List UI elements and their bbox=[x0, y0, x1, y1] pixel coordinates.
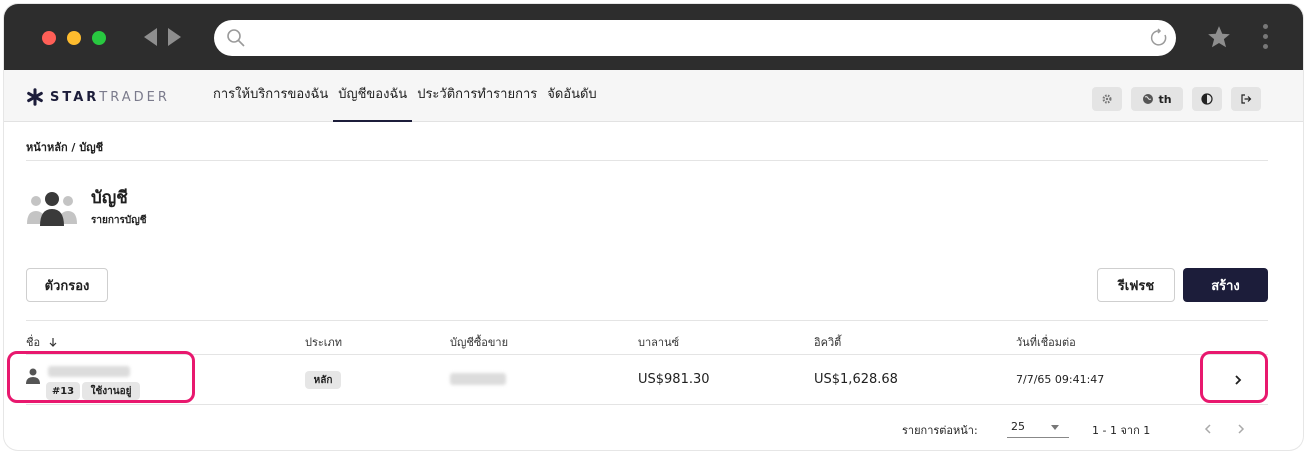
back-arrow-icon[interactable] bbox=[144, 28, 157, 46]
highlight-box-row-arrow bbox=[1200, 351, 1268, 403]
minimize-window-button[interactable] bbox=[67, 31, 81, 45]
startrader-logo[interactable] bbox=[26, 88, 170, 106]
column-header-name[interactable] bbox=[26, 333, 58, 351]
theme-toggle-button[interactable] bbox=[1192, 87, 1222, 111]
globe-icon bbox=[1142, 93, 1154, 105]
balance-value: US$981.30 bbox=[638, 372, 710, 387]
maximize-window-button[interactable] bbox=[92, 31, 106, 45]
status-badge: ใช้งานอยู่ bbox=[82, 382, 140, 400]
gear-icon bbox=[1101, 93, 1113, 105]
filter-button[interactable]: ตัวกรอง bbox=[26, 268, 108, 302]
nav-transaction-history[interactable]: ประวัติการทำรายการ bbox=[417, 87, 538, 102]
nav-ranking[interactable]: จัดอันดับ bbox=[547, 87, 597, 102]
settings-button[interactable] bbox=[1092, 87, 1122, 111]
search-icon bbox=[226, 28, 246, 48]
rows-per-page-select[interactable] bbox=[1007, 416, 1069, 438]
browser-menu-icon[interactable] bbox=[1263, 24, 1269, 50]
dropdown-caret-icon bbox=[1051, 425, 1059, 430]
logo-star-icon bbox=[26, 88, 44, 106]
close-window-button[interactable] bbox=[42, 31, 56, 45]
logo-text-star: STAR bbox=[50, 89, 100, 105]
divider bbox=[26, 320, 1268, 321]
column-header-balance[interactable]: บาลานซ์ bbox=[638, 336, 680, 349]
forward-arrow-icon[interactable] bbox=[168, 28, 181, 46]
logo-text-trader: TRADER bbox=[99, 89, 170, 105]
logout-icon bbox=[1240, 93, 1252, 105]
sort-arrow-down-icon[interactable] bbox=[48, 337, 58, 347]
pagination-range: 1 - 1 จาก 1 bbox=[1092, 424, 1151, 437]
blurred-broker-account bbox=[450, 373, 506, 385]
create-button[interactable]: สร้าง bbox=[1183, 268, 1268, 302]
users-group-icon bbox=[26, 188, 78, 228]
address-bar[interactable] bbox=[214, 20, 1176, 56]
top-navigation bbox=[208, 70, 602, 122]
previous-page-icon[interactable] bbox=[1204, 423, 1212, 435]
column-header-type[interactable]: ประเภท bbox=[305, 336, 343, 349]
refresh-button[interactable]: รีเฟรช bbox=[1097, 268, 1175, 302]
divider bbox=[26, 404, 1268, 405]
nav-my-accounts[interactable]: บัญชีของฉัน bbox=[333, 70, 412, 122]
language-button[interactable] bbox=[1131, 87, 1183, 111]
equity-value: US$1,628.68 bbox=[814, 372, 898, 387]
column-header-connected-date[interactable]: วันที่เชื่อมต่อ bbox=[1016, 336, 1076, 349]
language-label: th bbox=[1158, 92, 1172, 106]
app-header bbox=[4, 70, 1303, 122]
bookmark-star-icon[interactable] bbox=[1206, 24, 1232, 50]
account-number-badge: #13 bbox=[46, 382, 80, 400]
account-type-badge: หลัก bbox=[305, 371, 341, 389]
column-header-broker-account[interactable]: บัญชีซื้อขาย bbox=[450, 336, 509, 349]
divider bbox=[26, 354, 1268, 355]
highlight-box-account-name bbox=[7, 351, 195, 403]
browser-window bbox=[4, 4, 1303, 450]
logout-button[interactable] bbox=[1231, 87, 1261, 111]
reload-icon[interactable] bbox=[1150, 28, 1170, 48]
connected-date-value: 7/7/65 09:41:47 bbox=[1016, 373, 1105, 386]
rows-per-page-label: รายการต่อหน้า: bbox=[902, 424, 978, 437]
breadcrumb[interactable]: หน้าหลัก / บัญชี bbox=[26, 141, 104, 154]
rows-per-page-value: 25 bbox=[1011, 420, 1025, 433]
column-header-name-label: ชื่อ bbox=[26, 336, 41, 349]
divider bbox=[26, 160, 1268, 161]
column-header-equity[interactable]: อิควิตี้ bbox=[814, 336, 842, 349]
next-page-icon[interactable] bbox=[1237, 423, 1245, 435]
page-subtitle: รายการบัญชี bbox=[91, 215, 147, 226]
page-title: บัญชี bbox=[91, 188, 128, 208]
nav-my-services[interactable]: การให้บริการของฉัน bbox=[213, 87, 329, 102]
browser-toolbar bbox=[4, 4, 1303, 70]
contrast-icon bbox=[1201, 93, 1213, 105]
